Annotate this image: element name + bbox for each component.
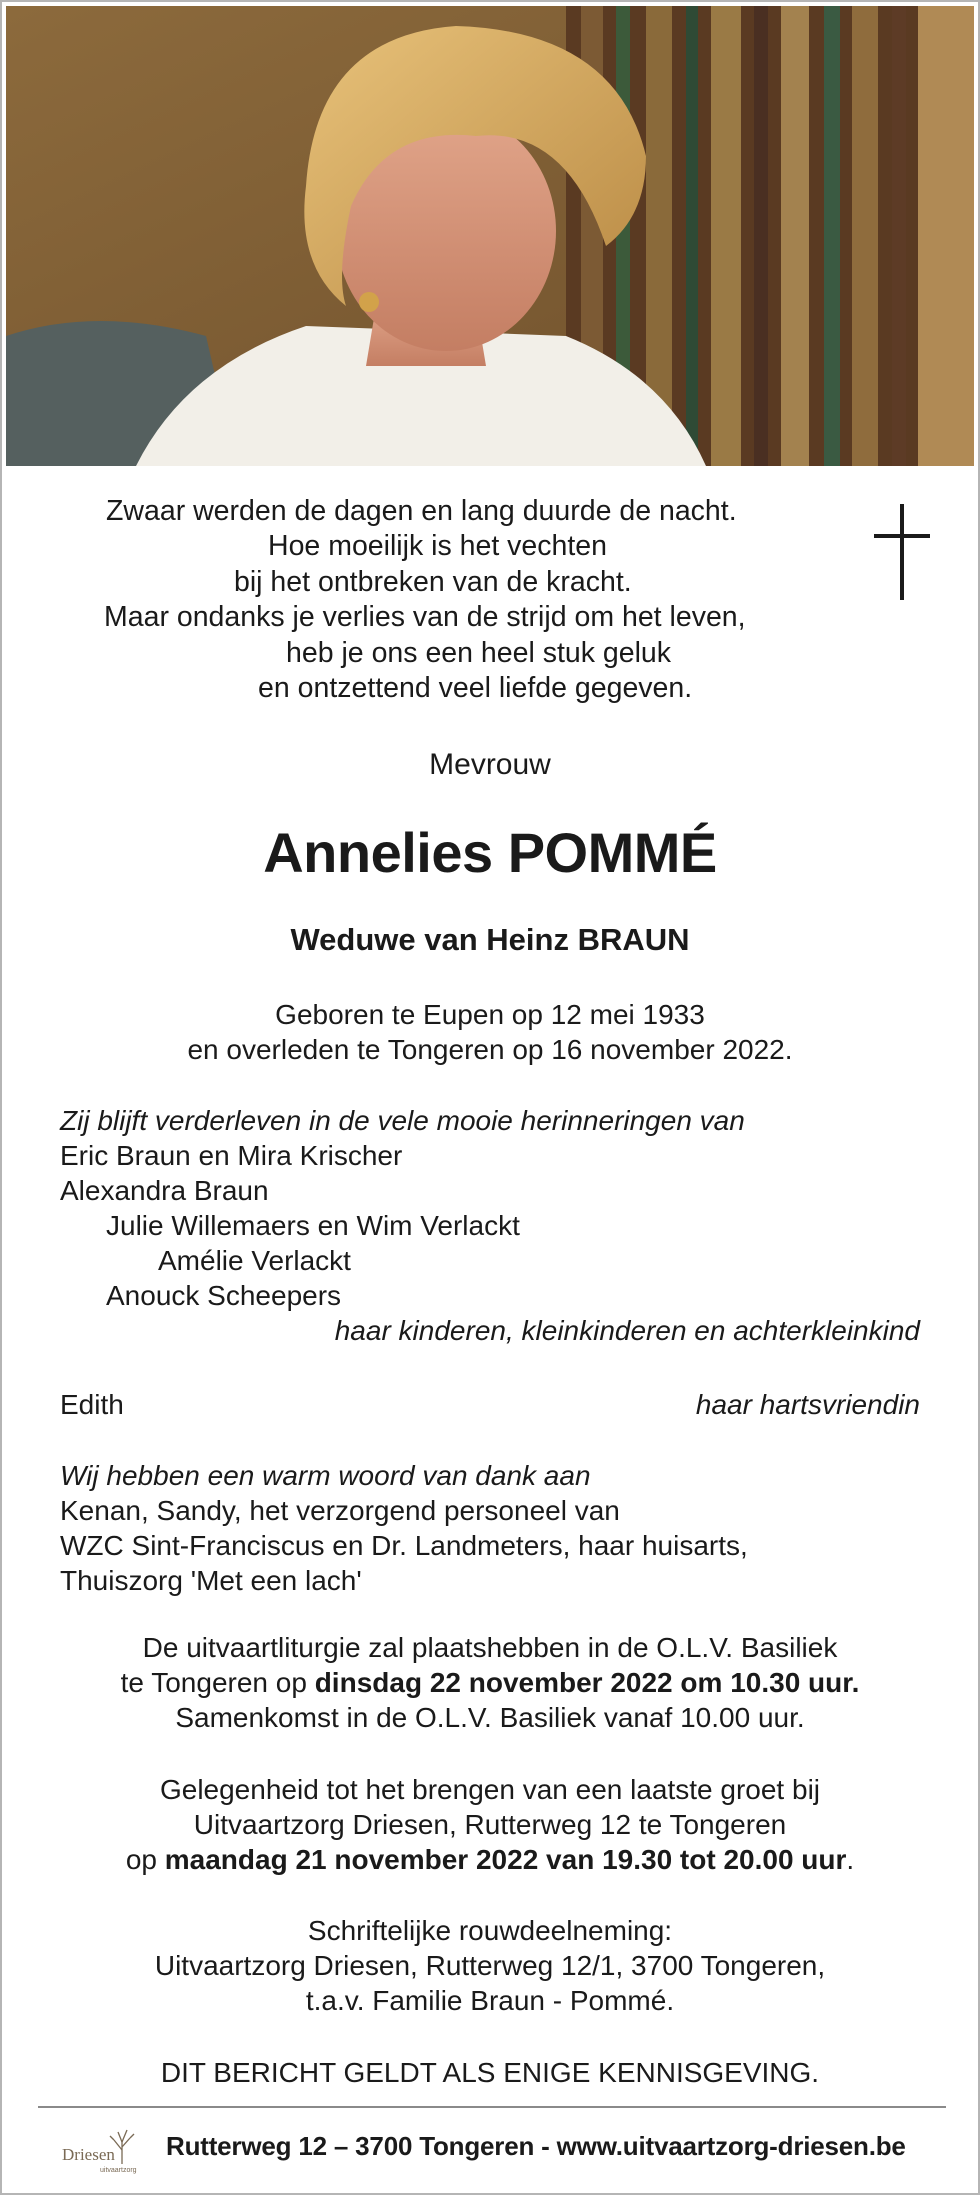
family-member: Eric Braun en Mira Krischer [60, 1140, 403, 1171]
thanks-line: Thuiszorg 'Met een lach' [60, 1565, 362, 1596]
svg-text:uitvaartzorg: uitvaartzorg [100, 2167, 137, 2174]
poem-line: Hoe moeilijk is het vechten [268, 530, 607, 562]
funeral-line-1: De uitvaartliturgie zal plaatshebben in de O.L.V. Basiliek [142, 1632, 838, 1663]
family-member: Anouck Scheepers [106, 1280, 342, 1311]
footer-address: Rutterweg 12 – 3700 Tongeren - www.uitvaartzorg-driesen.be [166, 2131, 906, 2161]
friend-relation: haar hartsvriendin [695, 1389, 920, 1420]
visitation-line-2: Uitvaartzorg Driesen, Rutterweg 12 te Tongeren [193, 1809, 787, 1840]
portrait-photo [6, 6, 974, 466]
family-member: Julie Willemaers en Wim Verlackt [106, 1210, 520, 1241]
visitation-line-1: Gelegenheid tot het brengen van een laatste groet bij [159, 1774, 821, 1805]
title-prefix: Mevrouw [429, 748, 551, 781]
condolence-line-1: Schriftelijke rouwdeelneming: [307, 1915, 673, 1946]
svg-text:Driesen: Driesen [62, 2145, 115, 2164]
portrait-illustration [6, 6, 974, 466]
thanks-line: WZC Sint-Franciscus en Dr. Landmeters, haar huisarts, [60, 1530, 748, 1561]
visitation-line-3: op maandag 21 november 2022 van 19.30 tot 20.00 uur. [125, 1844, 855, 1875]
funeral-line-2: te Tongeren op dinsdag 22 november 2022 om 10.30 uur. [120, 1667, 860, 1698]
footer-divider [38, 2106, 946, 2108]
poem-line: en ontzettend veel liefde gegeven. [258, 672, 693, 704]
poem-line: heb je ons een heel stuk geluk [286, 637, 672, 669]
thanks-intro: Wij hebben een warm woord van dank aan [60, 1460, 591, 1491]
poem-line: bij het ontbreken van de kracht. [234, 566, 632, 598]
deceased-name: Annelies POMMÉ [263, 821, 717, 884]
born-line: Geboren te Eupen op 12 mei 1933 [275, 999, 705, 1030]
family-member: Amélie Verlackt [158, 1245, 351, 1276]
died-line: en overleden te Tongeren op 16 november 2022. [187, 1034, 793, 1065]
driesen-logo-icon [60, 2120, 144, 2178]
poem-line: Maar ondanks je verlies van de strijd om het leven, [104, 601, 746, 633]
condolence-line-2: Uitvaartzorg Driesen, Rutterweg 12/1, 3700 Tongeren, [154, 1950, 826, 1981]
cross-icon [874, 504, 930, 600]
memories-intro: Zij blijft verderleven in de vele mooie herinneringen van [60, 1105, 745, 1136]
funeral-line-3: Samenkomst in de O.L.V. Basiliek vanaf 10.00 uur. [175, 1702, 805, 1733]
thanks-line: Kenan, Sandy, het verzorgend personeel van [60, 1495, 620, 1526]
family-member: Alexandra Braun [60, 1175, 269, 1206]
condolence-line-3: t.a.v. Familie Braun - Pommé. [305, 1985, 675, 2016]
widow-of: Weduwe van Heinz BRAUN [290, 922, 690, 957]
family-relation: haar kinderen, kleinkinderen en achterkleinkind [334, 1315, 920, 1346]
friend-name: Edith [60, 1389, 124, 1420]
poem-line: Zwaar werden de dagen en lang duurde de nacht. [106, 495, 737, 527]
notice: DIT BERICHT GELDT ALS ENIGE KENNISGEVING. [160, 2057, 820, 2088]
